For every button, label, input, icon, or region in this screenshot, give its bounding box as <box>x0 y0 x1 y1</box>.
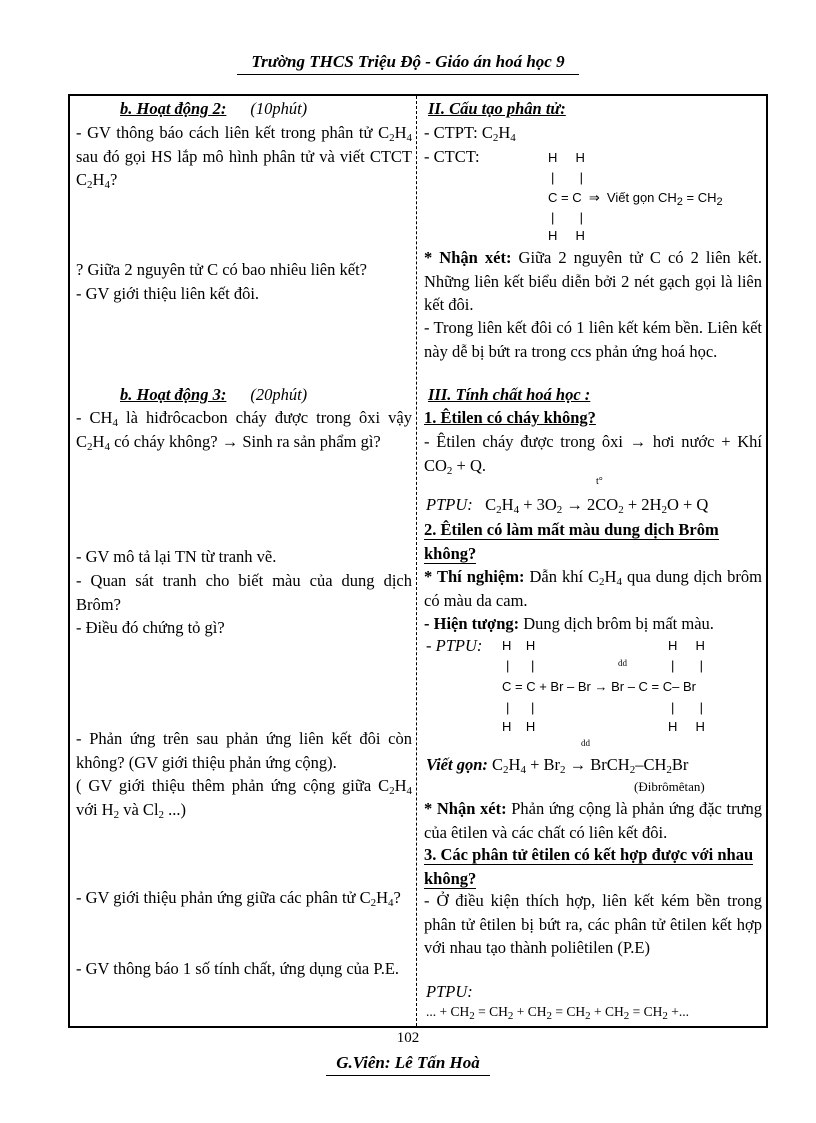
left-quansat: - Quan sát tranh cho biết màu của dung dịch Brôm? <box>76 571 412 614</box>
left-gv-mota: - GV mô tả lại TN từ tranh vẽ. <box>76 547 277 566</box>
left-ch4-question: - $CH_4$ là hiđrôcacbon cháy được trong ôxi vậy $C_2H_4$ có cháy không? → Sinh ra sản phẩm gì? <box>76 408 412 453</box>
thi-nghiem: * Thí nghiệm: Dẫn khí $C_2H_4$ qua dung dịch brôm có màu da cam. <box>424 567 763 610</box>
section-3-title: III. Tính chất hoá học : <box>428 385 591 404</box>
q2-title: 2. Êtilen có làm mất màu dung dịch Brôm không? <box>424 520 719 563</box>
left-phanung-cong: - Phản ứng trên sau phản ứng liên kết đôi còn không? (GV giới thiệu phản ứng cộng). ( GV giới thiệu thêm phản ứng cộng giữa $C_2H_4$ với $H_2$ và $Cl_2$ ...) <box>76 729 412 821</box>
ptpu-pe-label: PTPU: <box>426 982 473 1001</box>
q3-title: 3. Các phân tử êtilen có kết hợp được với nhau không? <box>424 845 754 888</box>
nhanxet-2: * Nhận xét: Phản ứng cộng là phản ứng đặc trưng của êtilen và các chất có liên kết đôi. <box>424 799 763 842</box>
section-2-title: II. Cấu tạo phân tử: <box>428 99 566 118</box>
page-header: Trường THCS Triệu Độ - Giáo án hoá học 9 <box>0 52 816 75</box>
column-divider <box>416 96 417 1026</box>
page-footer: G.Viên: Lê Tấn Hoà <box>0 1053 816 1076</box>
left-gv-lienketdoi: - GV giới thiệu liên kết đôi. <box>76 284 260 303</box>
ctct-label: - CTCT: <box>424 147 480 166</box>
nhanxet-1: * Nhận xét: Giữa 2 nguyên tử C có 2 liên kết. Những liên kết biểu diễn bởi 2 nét gạch gọi là liên kết đôi. <box>424 248 762 315</box>
combustion-equation: PTPU: $C_2H_4 + 3O_2 \to 2CO_2 + 2H_2O + Q$ <box>426 495 709 516</box>
dibrometan-label: (Đibrômêtan) <box>634 779 705 794</box>
viet-gon-equation: Viết gọn: $C_2H_4 + Br_2$ → $BrCH_2-CH_2Br$ <box>426 755 689 776</box>
page-number: 102 <box>396 1030 420 1046</box>
q1-title: 1. Êtilen có cháy không? <box>424 408 596 427</box>
combustion-text: - Êtilen cháy được trong ôxi → hơi nước + Khí $CO_2 + Q$. <box>424 432 762 477</box>
hien-tuong: - Hiện tượng: Dung dịch brôm bị mất màu. <box>424 614 714 633</box>
left-gv-lienket: - GV thông báo cách liên kết trong phân tử $C_2H_4$ sau đó gọi HS lắp mô hình phân tử và viết CTCT $C_2H_4$? <box>76 123 412 192</box>
activity-3-heading: b. Hoạt động 3: (20phút) <box>120 385 308 404</box>
ctpt-line: - CTPT: $C_2H_4$ <box>424 123 516 144</box>
nhanxet-1-more: - Trong liên kết đôi có 1 liên kết kém bền. Liên kết này dễ bị bứt ra trong ccs phản ứng hoá học. <box>424 318 762 361</box>
t0-label: t° <box>596 476 603 487</box>
left-dieudo: - Điều đó chứng tỏ gì? <box>76 618 225 637</box>
pe-equation: ... + $CH_2 = CH_2 + CH_2 = CH_2 + CH_2 = CH_2$ +... <box>426 1004 689 1022</box>
left-pe: - GV thông báo 1 số tính chất, ứng dụng của P.E. <box>76 959 400 978</box>
left-question-lienket: ? Giữa 2 nguyên tử C có bao nhiêu liên kết? <box>76 260 367 279</box>
activity-2-heading: b. Hoạt động 2: (10phút) <box>120 99 308 118</box>
pe-text: - Ở điều kiện thích hợp, liên kết kém bền trong phân tử êtilen bị bứt ra, các phân tử êtilen kết hợp với nhau tạo thành poliêtilen (P.E) <box>424 891 762 958</box>
left-gv-trunghop: - GV giới thiệu phản ứng giữa các phân tử $C_2H_4$? <box>76 888 401 909</box>
